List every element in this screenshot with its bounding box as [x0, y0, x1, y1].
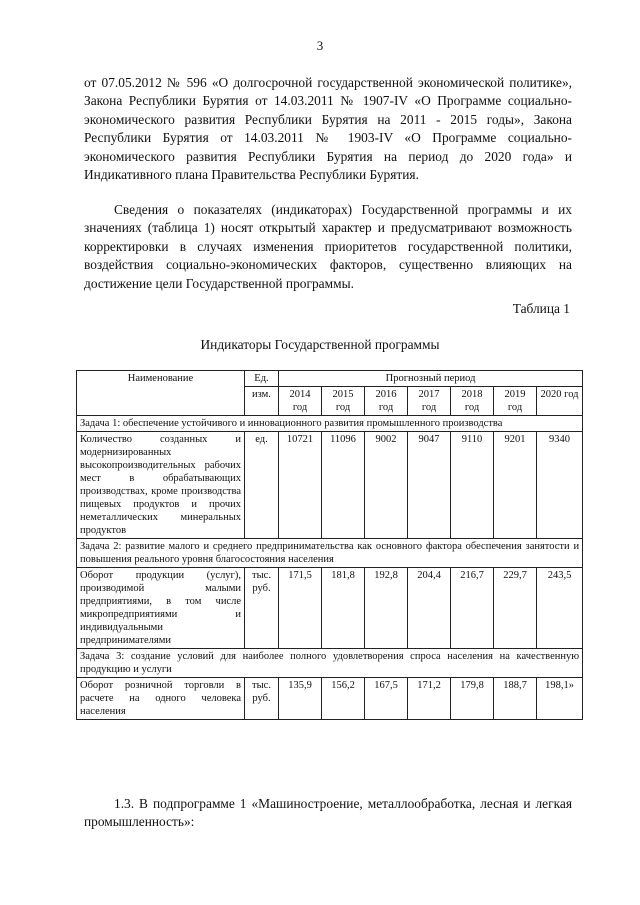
indicator-name: Оборот розничной торговли в расчете на одного человека населения: [77, 678, 245, 720]
indicator-value: 11096: [322, 432, 365, 539]
indicator-value: 181,8: [322, 568, 365, 649]
header-name: Наименование: [77, 371, 245, 416]
indicator-value: 204,4: [408, 568, 451, 649]
task-row: [77, 539, 583, 568]
indicator-unit: тыс. руб.: [245, 568, 279, 649]
paragraph-legal-references: от 07.05.2012 № 596 «О долгосрочной государственной экономической политике», Закона Республики Бурятия от 14.03.2011 № 1907-IV «О Программе социально-экономического развития Республики Бурятия на 2011 - 2015 годы», Закона Республики Бурятия от 14.03.2011 № 1903-IV «О Программе социально-экономического развития Республики Бурятия на период до 2020 года» и Индикативного плана Правительства Республики Бурятия.: [84, 75, 572, 183]
indicator-value: 167,5: [365, 678, 408, 720]
indicator-value: 192,8: [365, 568, 408, 649]
table-title: Индикаторы Государственной программы: [200, 337, 440, 352]
table-row: [77, 678, 583, 720]
header-unit-line1: Ед.: [245, 371, 279, 387]
table-row: [77, 568, 583, 649]
indicator-value: 229,7: [494, 568, 537, 649]
indicator-value: 188,7: [494, 678, 537, 720]
indicators-table: [76, 370, 583, 720]
paragraph-subprogram: 1.3. В подпрограмме 1 «Машиностроение, металлообработка, лесная и легкая промышленность»:: [84, 796, 572, 830]
indicator-value: 9002: [365, 432, 408, 539]
task-1-text: Задача 1: обеспечение устойчивого и инновационного развития промышленного производства: [77, 416, 583, 432]
task-3-text: Задача 3: создание условий для наиболее полного удовлетворения спроса населения на качественную продукцию и услуги: [77, 649, 583, 678]
table-caption: Таблица 1: [512, 301, 570, 316]
indicator-name: Оборот продукции (услуг), производимой малыми предприятиями, в том числе микропредприятиями и индивидуальными предпринимателями: [77, 568, 245, 649]
indicator-value: 9047: [408, 432, 451, 539]
task-2-text: Задача 2: развитие малого и среднего предпринимательства как основного фактора обеспечения занятости и повышения реального уровня благосостояния населения: [77, 539, 583, 568]
header-unit-line2: изм.: [245, 387, 279, 416]
indicator-value: 243,5: [537, 568, 583, 649]
task-row: [77, 416, 583, 432]
header-year: 2018 год: [451, 387, 494, 416]
task-row: [77, 649, 583, 678]
indicator-name: Количество созданных и модернизированных высокопроизводительных рабочих мест в обрабатывающих производствах, кроме производства пищевых продуктов и прочих неметаллических минеральных продуктов: [77, 432, 245, 539]
indicator-value: 171,2: [408, 678, 451, 720]
table-row: [77, 432, 583, 539]
header-year: 2014 год: [279, 387, 322, 416]
indicator-value: 171,5: [279, 568, 322, 649]
indicator-unit: ед.: [245, 432, 279, 539]
indicator-value: 156,2: [322, 678, 365, 720]
indicator-value: 10721: [279, 432, 322, 539]
paragraph-indicators-info: Сведения о показателях (индикаторах) Государственной программы и их значениях (таблица 1) носят открытый характер и предусматривают возможность корректировки в случаях изменения приоритетов государственной политики, воздействия социально-экономических факторов, существенно влияющих на достижение цели Государственной программы.: [84, 202, 572, 291]
indicator-unit: тыс. руб.: [245, 678, 279, 720]
indicator-value: 9340: [537, 432, 583, 539]
page-number: 3: [316, 38, 324, 53]
header-year: 2017 год: [408, 387, 451, 416]
table-header-row-1: [77, 371, 583, 387]
indicator-value: 198,1»: [537, 678, 583, 720]
indicator-value: 216,7: [451, 568, 494, 649]
indicator-value: 9110: [451, 432, 494, 539]
indicator-value: 9201: [494, 432, 537, 539]
indicator-value: 179,8: [451, 678, 494, 720]
indicator-value: 135,9: [279, 678, 322, 720]
header-year: 2020 год: [537, 387, 583, 416]
header-year: 2019 год: [494, 387, 537, 416]
header-year: 2016 год: [365, 387, 408, 416]
header-year: 2015 год: [322, 387, 365, 416]
header-period: Прогнозный период: [279, 371, 583, 387]
